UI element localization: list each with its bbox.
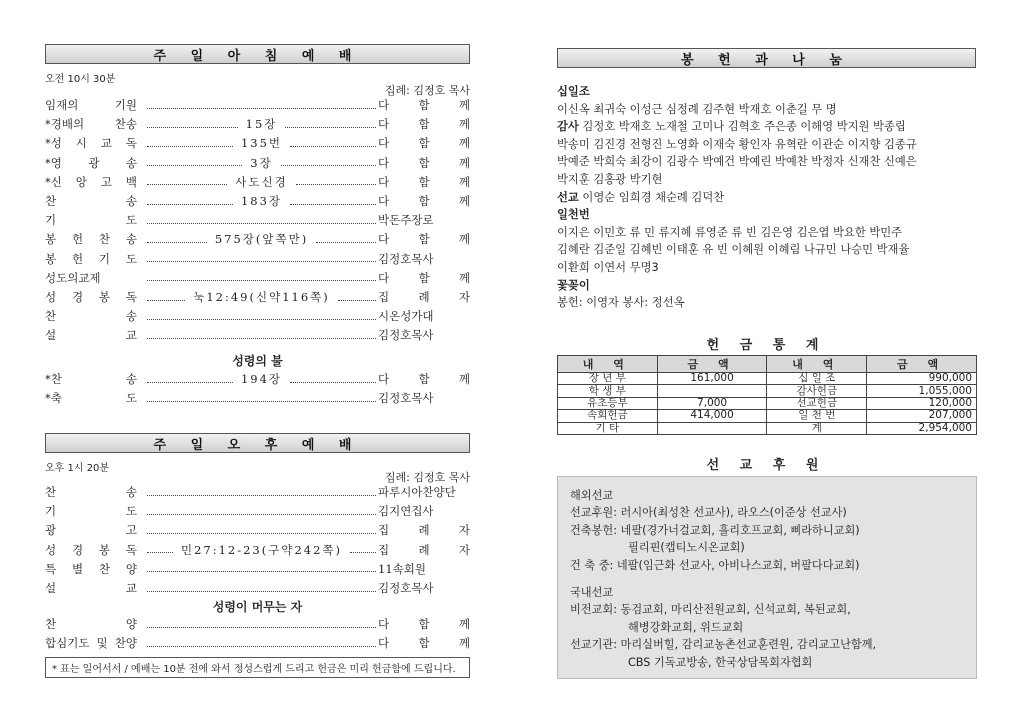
order-detail: 575장(앞쪽만) — [214, 232, 309, 247]
table-cell: 속회헌금 — [558, 410, 658, 422]
order-label: 찬 송 — [45, 309, 137, 324]
thanks-line-1: 감사 김정호 박재호 노재철 고미나 김혁호 주은종 이해영 박지원 박종립 — [557, 120, 906, 134]
ichon-title: 일천번 — [557, 208, 590, 222]
leader-dots — [147, 280, 376, 281]
order-row — [45, 389, 470, 407]
table-cell: 7,000 — [657, 397, 767, 409]
order-label: *찬 송 — [45, 372, 137, 386]
thanks-line-4: 박지훈 김홍광 박기현 — [557, 172, 663, 186]
order-detail: 눅12:49(신약116쪽) — [193, 290, 330, 304]
ichon-line-3: 이환희 이연서 무명3 — [557, 260, 659, 274]
leader-dots — [147, 401, 376, 402]
order-label: 설 교 — [45, 328, 137, 343]
order-row — [45, 579, 470, 597]
order-label: 성 경 봉 독 — [45, 290, 137, 304]
leader-dots — [147, 223, 376, 224]
order-label: *신 앙 고 백 — [45, 174, 137, 189]
table-cell: 120,000 — [867, 397, 977, 409]
leader-dots — [147, 127, 238, 128]
table-row — [558, 422, 977, 434]
order-leader: 김지연집사 — [378, 504, 434, 519]
mission-offering-line: 선교 이영순 임희경 채순례 김덕찬 — [557, 190, 725, 204]
col-header: 금 액 — [657, 356, 767, 373]
order-row — [45, 230, 470, 248]
order-leader: 다 함 께 — [378, 98, 470, 112]
overseas-label: 해외선교 — [570, 489, 614, 502]
order-label: *경배의 찬송 — [45, 117, 137, 132]
table-cell: 유초등부 — [558, 397, 658, 409]
order-leader: 파루시아찬양단 — [378, 485, 456, 499]
order-row — [45, 370, 470, 388]
table-cell: 1,055,000 — [867, 385, 977, 397]
order-leader: 다 함 께 — [378, 155, 470, 170]
leader-dots — [147, 627, 376, 628]
order-leader: 김정호목사 — [378, 328, 434, 343]
order-label: 성도의교제 — [45, 270, 101, 285]
order-row — [45, 634, 470, 652]
order-leader: 김정호목사 — [378, 581, 434, 595]
support-line: 필리핀(캡티노시온교회) — [628, 541, 745, 555]
order-leader: 집 례 자 — [378, 290, 470, 304]
order-row — [45, 154, 470, 172]
afternoon-title: 주 일 오 후 예 배 — [45, 433, 470, 453]
order-label: 찬 송 — [45, 194, 137, 208]
order-leader: 다 함 께 — [378, 270, 470, 285]
leader-dots — [290, 146, 376, 147]
leader-dots — [147, 646, 376, 647]
morning-presider: 집례: 김정호 목사 — [384, 84, 470, 97]
support-line: 선교기관: 마리실버힐, 감리교농촌선교훈련원, 감리교고난함께, — [570, 638, 877, 652]
table-cell: 2,954,000 — [867, 422, 977, 434]
order-row — [45, 483, 470, 501]
afternoon-time: 오후 1시 20분 — [45, 463, 110, 474]
support-line: 비전교회: 동검교회, 마리산전원교회, 신석교회, 복된교회, — [570, 603, 851, 617]
table-cell: 990,000 — [867, 373, 977, 385]
order-leader: 집 례 자 — [378, 542, 470, 557]
table-cell: 기 타 — [558, 422, 658, 434]
table-row — [558, 410, 977, 422]
table-cell: 감사헌금 — [767, 385, 867, 397]
order-leader: 다 함 께 — [378, 232, 471, 247]
table-row — [558, 397, 977, 409]
order-detail: 15장 — [245, 117, 278, 132]
order-leader: 다 함 께 — [378, 636, 470, 651]
leader-dots — [316, 242, 376, 243]
table-cell: 계 — [767, 422, 867, 434]
order-label: *축 도 — [45, 391, 137, 406]
offering-title: 봉 헌 과 나 눔 — [557, 48, 976, 68]
leader-dots — [350, 552, 376, 553]
order-leader: 다 함 께 — [378, 617, 470, 631]
tithe-names: 이신옥 최귀숙 이성근 심정례 김주현 박재호 이춘길 무 명 — [557, 102, 837, 116]
leader-dots — [296, 184, 376, 185]
footer-note: * 표는 일어서서 / 예배는 10분 전에 와서 정성스럽게 드리고 헌금은 미리 헌금함에 드립니다. — [45, 657, 470, 678]
table-cell: 십 일 조 — [767, 373, 867, 385]
order-row — [45, 541, 470, 559]
leader-dots — [147, 338, 376, 339]
thanks-line-3: 박예준 박희숙 최강이 김광수 박예건 박예린 박예찬 박정자 신재찬 신예은 — [557, 155, 917, 169]
ichon-line-2: 김혜란 김준일 김혜빈 이태훈 유 빈 이혜원 이혜림 나규민 나승민 박재율 — [557, 243, 910, 257]
support-title: 선 교 후 원 — [706, 458, 827, 473]
table-cell: 학 생 부 — [558, 385, 658, 397]
leader-dots — [147, 552, 173, 553]
order-detail: 183장 — [240, 194, 283, 208]
leader-dots — [147, 242, 207, 243]
table-cell: 161,000 — [657, 373, 767, 385]
morning-time: 오전 10시 30분 — [45, 74, 116, 85]
table-cell — [657, 385, 767, 397]
tithe-title: 십일조 — [557, 85, 590, 98]
table-cell: 207,000 — [867, 410, 977, 422]
support-line: 선교후원: 러시아(최성찬 선교사), 라오스(이준상 선교사) — [570, 506, 847, 520]
order-row — [45, 96, 470, 114]
support-line: 건축봉헌: 네팔(경가너걸교회, 흘리호프교회, 삐라하니교회) — [570, 523, 860, 537]
order-row — [45, 134, 470, 152]
leader-dots — [147, 108, 376, 109]
order-row — [45, 192, 470, 210]
morning-service — [45, 44, 470, 414]
order-label: 봉 헌 기 도 — [45, 251, 137, 266]
leader-dots — [147, 261, 376, 262]
leader-dots — [147, 319, 376, 320]
order-leader: 집 례 자 — [378, 523, 470, 538]
leader-dots — [281, 165, 376, 166]
order-label: 광 고 — [45, 523, 137, 538]
order-label: 임재의 기원 — [45, 98, 137, 112]
order-label: 특 별 찬 양 — [45, 561, 137, 576]
domestic-label: 국내선교 — [570, 586, 614, 600]
order-row — [45, 560, 470, 578]
order-leader: 다 함 께 — [378, 117, 470, 132]
order-row — [45, 615, 470, 633]
flower-title: 꽃꽂이 — [557, 278, 590, 292]
col-header: 금 액 — [867, 356, 977, 373]
col-header: 내 역 — [558, 356, 658, 373]
table-cell: 선교헌금 — [767, 397, 867, 409]
leader-dots — [285, 127, 376, 128]
order-leader: 박돈주장로 — [378, 213, 434, 228]
leader-dots — [147, 591, 376, 592]
col-header: 내 역 — [767, 356, 867, 373]
order-leader: 다 함 께 — [378, 194, 470, 208]
order-leader: 11속회원 — [378, 561, 426, 576]
afternoon-sermon-title: 성령이 머무는 자 — [212, 600, 303, 614]
order-label: 찬 송 — [45, 485, 137, 499]
leader-dots — [290, 382, 376, 383]
order-row — [45, 326, 470, 344]
table-row — [558, 373, 977, 385]
leader-dots — [147, 184, 227, 185]
table-cell: 일 천 번 — [767, 410, 867, 422]
table-cell: 장 년 부 — [558, 373, 658, 385]
leader-dots — [147, 514, 376, 515]
support-line: 건 축 중: 네팔(임근화 선교사, 아비나스교회, 버팔다다교회) — [570, 558, 860, 572]
order-row — [45, 502, 470, 520]
table-row — [558, 385, 977, 397]
afternoon-presider: 집례: 김정호 목사 — [384, 471, 470, 484]
offering-list — [557, 83, 987, 312]
morning-title: 주 일 아 침 예 배 — [45, 44, 470, 64]
flower-line: 봉헌: 이영자 봉사: 정선옥 — [557, 296, 685, 310]
leader-dots — [147, 571, 376, 572]
order-label: 성 경 봉 독 — [45, 542, 137, 557]
order-row — [45, 269, 470, 287]
order-row — [45, 211, 470, 229]
table-cell: 414,000 — [657, 410, 767, 422]
order-detail: 3장 — [250, 155, 273, 170]
order-label: *영 광 송 — [45, 155, 137, 170]
offering-stats-table — [557, 355, 977, 435]
leader-dots — [147, 495, 376, 496]
order-leader: 김정호목사 — [378, 251, 434, 266]
leader-dots — [147, 146, 233, 147]
order-row — [45, 288, 470, 306]
order-row — [45, 521, 470, 539]
leader-dots — [147, 533, 376, 534]
order-row — [45, 307, 470, 325]
ichon-line-1: 이지은 이민호 류 민 류지혜 류영준 류 빈 김은영 김은엽 박요한 박민주 — [557, 225, 903, 239]
order-label: 찬 양 — [45, 617, 137, 631]
order-leader: 다 함 께 — [378, 174, 470, 189]
thanks-label: 감사 — [557, 120, 579, 134]
leader-dots — [147, 300, 185, 301]
table-header-row — [558, 356, 977, 373]
leader-dots — [147, 165, 242, 166]
order-label: 봉 헌 찬 송 — [45, 232, 137, 247]
order-row — [45, 115, 470, 133]
support-line: CBS 기독교방송, 한국상담목회자협회 — [628, 655, 813, 669]
leader-dots — [290, 204, 376, 205]
order-label: 합심기도 및 찬양 — [45, 636, 137, 651]
order-leader: 김정호목사 — [378, 391, 434, 406]
stats-title: 헌 금 통 계 — [706, 338, 827, 353]
order-label: 기 도 — [45, 504, 137, 519]
order-label: *성 시 교 독 — [45, 136, 137, 151]
leader-dots — [338, 300, 376, 301]
order-detail: 135번 — [240, 136, 283, 151]
afternoon-service — [45, 433, 470, 683]
mission-label: 선교 — [557, 190, 579, 204]
order-leader: 시온성가대 — [378, 309, 434, 324]
mission-support-box — [557, 476, 977, 679]
order-detail: 사도신경 — [235, 174, 288, 189]
order-leader: 다 함 께 — [378, 136, 470, 151]
order-leader: 다 함 께 — [378, 372, 470, 386]
thanks-line-2: 박송미 김진경 전형진 노영화 이재숙 황인자 유혁란 이관순 이지향 김종규 — [557, 137, 917, 151]
morning-sermon-title: 성령의 불 — [232, 354, 283, 368]
leader-dots — [147, 382, 233, 383]
leader-dots — [147, 204, 233, 205]
support-line: 해병강화교회, 위드교회 — [628, 620, 744, 634]
order-row — [45, 250, 470, 268]
order-label: 기 도 — [45, 213, 137, 228]
table-cell — [657, 422, 767, 434]
order-detail: 194장 — [240, 372, 283, 386]
order-detail: 민27:12-23(구약242쪽) — [180, 542, 343, 557]
order-row — [45, 173, 470, 191]
order-label: 설 교 — [45, 581, 137, 595]
